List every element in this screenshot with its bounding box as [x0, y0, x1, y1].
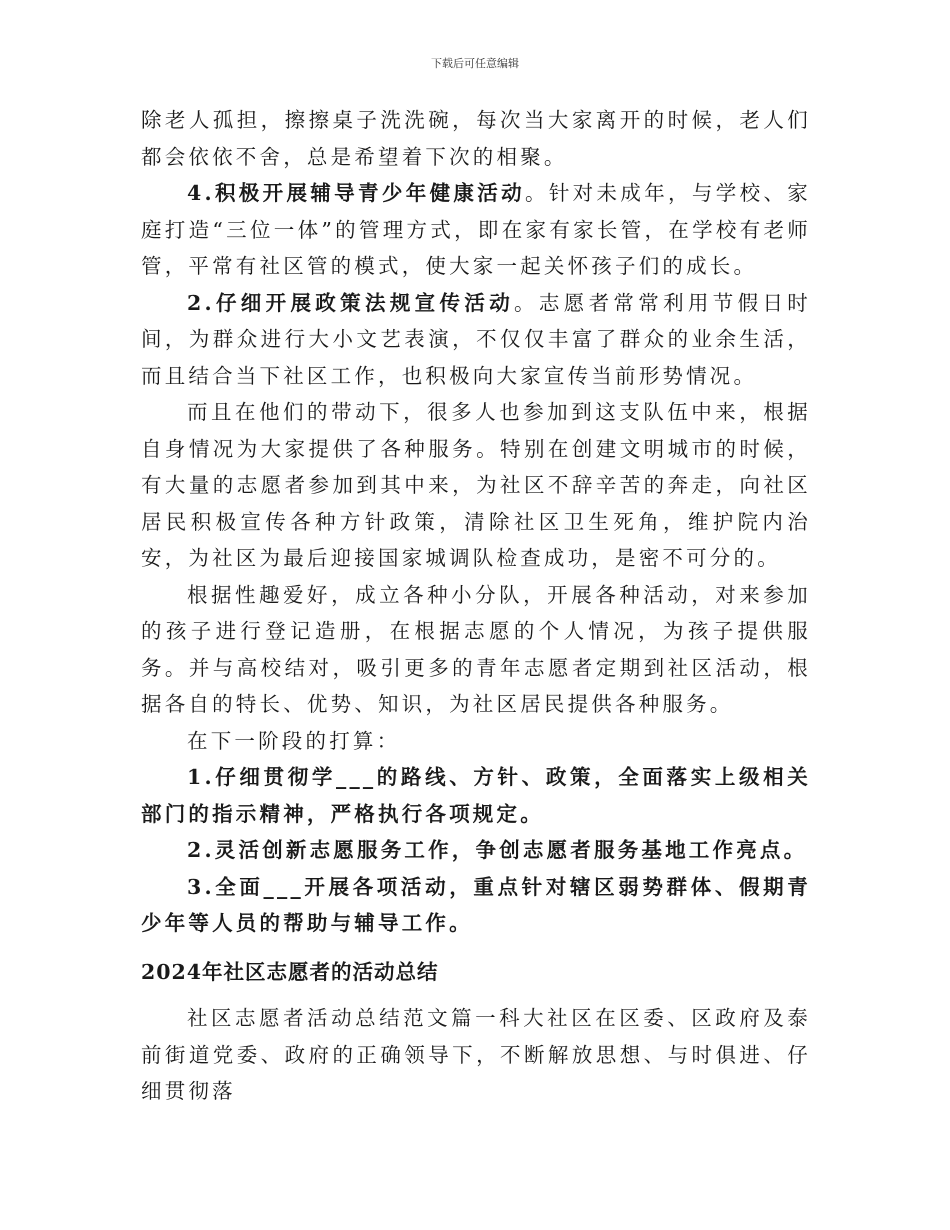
paragraph-3-body: 。志愿者常常利用节假日时间，为群众进行大小文艺表演，不仅仅丰富了群众的业余生活，而且结合当下社区工作，也积极向大家宣传当前形势情况。	[141, 290, 812, 388]
paragraph-2-body: 。针对未成年，与学校、家庭打造“三位一体”的管理方式，即在家有家长管，在学校有老师管，平常有社区管的模式，使大家一起关怀孩子们的成长。	[141, 181, 811, 278]
paragraph-2-heading: 4.积极开展辅导青少年健康活动	[187, 181, 525, 205]
paragraph-3	[141, 285, 811, 395]
paragraph-3-heading: 2.仔细开展政策法规宣传活动	[187, 290, 515, 315]
paragraph-4: 而且在他们的带动下，很多人也参加到这支队伍中来，根据自身情况为大家提供了各种服务。特别在创建文明城市的时候，有大量的志愿者参加到其中来，为社区不辞辛苦的奔走，向社区居民积极宣传各种方针政策，清除社区卫生死角，维护院内治安，为社区为最后迎接国家城调队检查成功，是密不可分的。	[141, 400, 811, 570]
paragraph-1: 除老人孤担，擦擦桌子洗洗碗，每次当大家离开的时候，老人们都会依依不舍，总是希望着下次的相聚。	[141, 108, 811, 169]
section-title: 2024年社区志愿者的活动总结	[141, 959, 439, 984]
plan-item-2: 2.灵活创新志愿服务工作，争创志愿者服务基地工作亮点。	[187, 838, 808, 862]
plan-item-3: 3.全面___开展各项活动，重点针对辖区弱势群体、假期青少年等人员的帮助与辅导工作。	[141, 874, 811, 935]
paragraph-10: 社区志愿者活动总结范文篇一科大社区在区委、区政府及泰前街道党委、政府的正确领导下，不断解放思想、与时俱进、仔细贯彻落	[141, 1006, 811, 1103]
document-body	[141, 102, 811, 1110]
paragraph-6: 在下一阶段的打算：	[187, 728, 401, 753]
paragraph-5: 根据性趣爱好，成立各种小分队，开展各种活动，对来参加的孩子进行登记造册，在根据志愿的个人情况，为孩子提供服务。并与高校结对，吸引更多的青年志愿者定期到社区活动，根据各自的特长、优势、知识，为社区居民提供各种服务。	[141, 582, 811, 716]
plan-item-1: 1.仔细贯彻学___的路线、方针、政策，全面落实上级相关部门的指示精神，严格执行各项规定。	[141, 765, 811, 826]
page-header: 下载后可任意编辑	[431, 57, 519, 70]
paragraph-2	[141, 175, 811, 285]
